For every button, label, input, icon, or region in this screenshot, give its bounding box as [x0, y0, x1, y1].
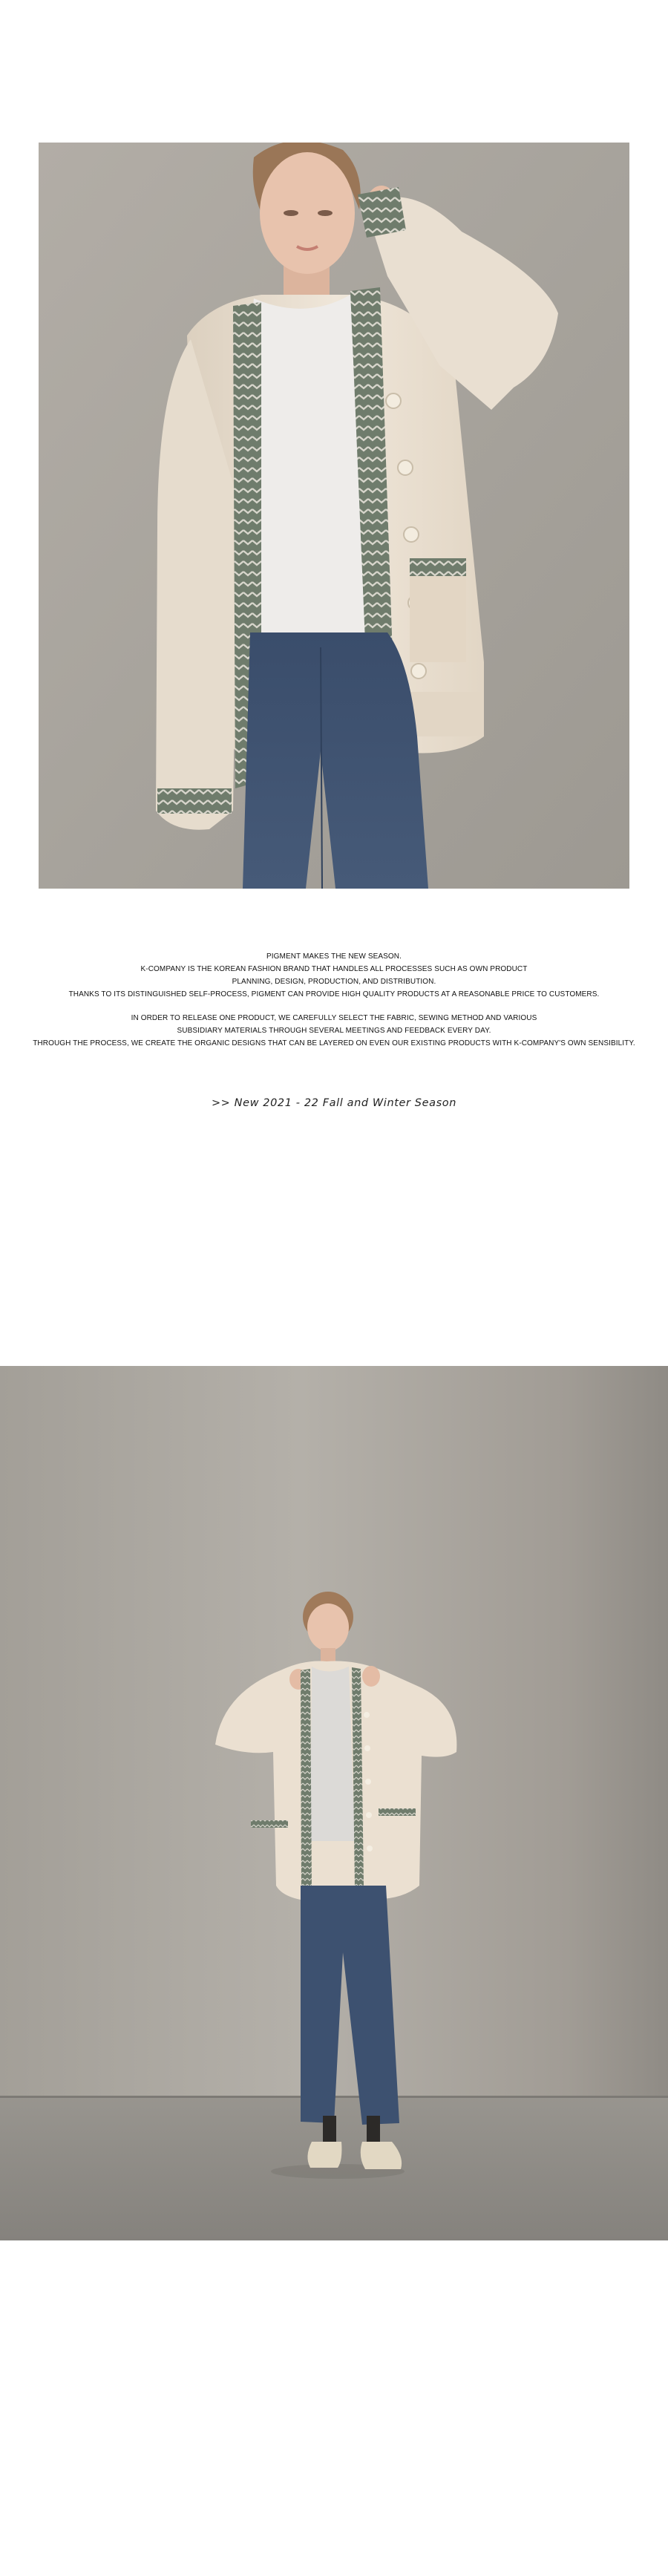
season-heading: >> New 2021 - 22 Fall and Winter Season [211, 1097, 457, 1109]
intro-paragraph-1 [0, 950, 668, 1001]
model-closeup-illustration [39, 143, 629, 889]
product-photo-closeup [39, 143, 629, 889]
model-fullbody-illustration [0, 1366, 668, 2240]
intro-line: IN ORDER TO RELEASE ONE PRODUCT, WE CAREFULLY SELECT THE FABRIC, SEWING METHOD AND VARIOUS [131, 1014, 537, 1022]
intro-line: PLANNING, DESIGN, PRODUCTION, AND DISTRIBUTION. [232, 978, 436, 986]
intro-line: PIGMENT MAKES THE NEW SEASON. [266, 952, 402, 961]
product-photo-fullbody [0, 1366, 668, 2240]
brand-intro [0, 950, 668, 1061]
intro-line: THROUGH THE PROCESS, WE CREATE THE ORGANIC DESIGNS THAT CAN BE LAYERED ON EVEN OUR EXISTING PRODUCTS WITH K-COMPANY'S OWN SENSIBILITY. [33, 1039, 635, 1047]
intro-paragraph-2 [0, 1012, 668, 1050]
intro-line: K-COMPANY IS THE KOREAN FASHION BRAND THAT HANDLES ALL PROCESSES SUCH AS OWN PRODUCT [140, 965, 528, 973]
intro-line: SUBSIDIARY MATERIALS THROUGH SEVERAL MEETINGS AND FEEDBACK EVERY DAY. [177, 1027, 491, 1035]
intro-line: THANKS TO ITS DISTINGUISHED SELF-PROCESS, PIGMENT CAN PROVIDE HIGH QUALITY PRODUCTS AT A REASONABLE PRICE TO CUSTOMERS. [68, 990, 600, 998]
